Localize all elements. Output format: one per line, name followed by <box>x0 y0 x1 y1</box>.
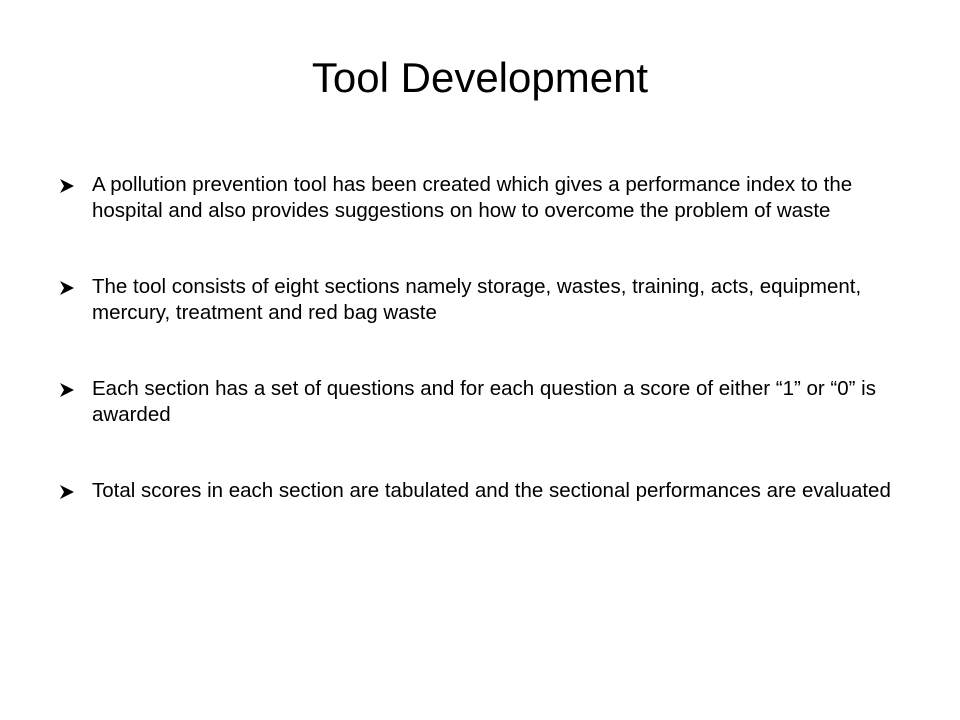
bullet-text: Total scores in each section are tabulated and the sectional performances are evaluated <box>92 479 891 502</box>
bullet-text: Each section has a set of questions and for each question a score of either “1” or “0” is awarded <box>92 377 876 426</box>
bullet-item <box>60 172 910 224</box>
bullet-list <box>60 172 910 504</box>
arrowhead-bullet-icon <box>60 485 74 499</box>
bullet-item <box>60 274 910 326</box>
bullet-item <box>60 376 910 428</box>
arrowhead-bullet-icon <box>60 383 74 397</box>
bullet-text: A pollution prevention tool has been created which gives a performance index to the hospital and also provides suggestions on how to overcome the problem of waste <box>92 173 853 222</box>
bullet-item <box>60 478 910 504</box>
bullet-text: The tool consists of eight sections namely storage, wastes, training, acts, equipment, mercury, treatment and red bag waste <box>92 275 862 324</box>
slide-title: Tool Development <box>311 54 649 101</box>
arrowhead-bullet-icon <box>60 281 74 295</box>
arrowhead-bullet-icon <box>60 179 74 193</box>
